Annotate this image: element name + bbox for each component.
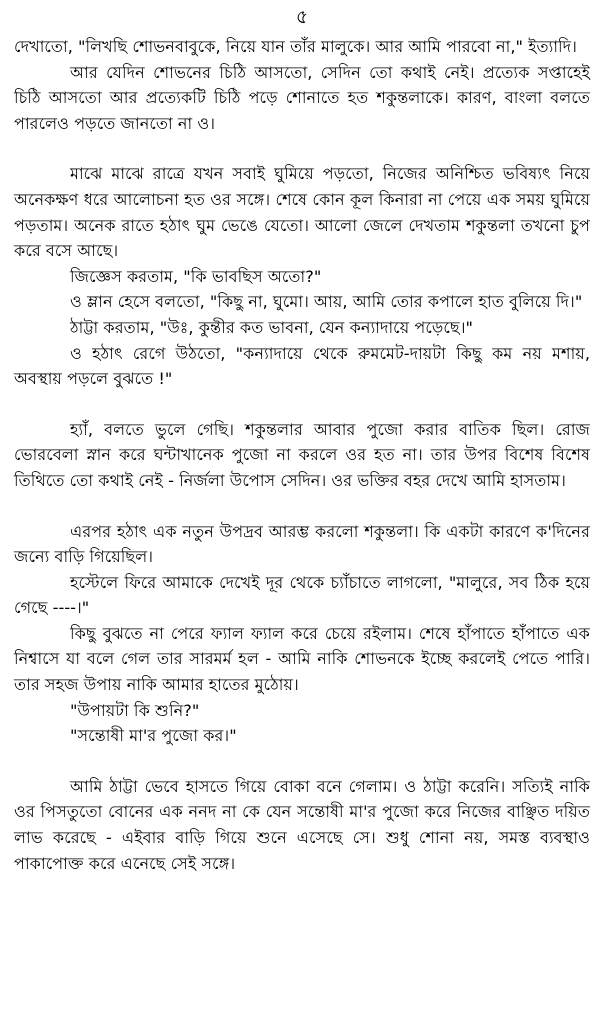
document-page bbox=[14, 4, 590, 876]
page-number: ৫ bbox=[295, 6, 309, 28]
paragraph: হস্টেলে ফিরে আমাকে দেখেই দূর থেকে চ্যাঁচাতে লাগলো, "মালুরে, সব ঠিক হয়ে গেছে ----।" bbox=[14, 572, 590, 618]
body-text bbox=[14, 34, 590, 876]
paragraph-gap bbox=[14, 136, 590, 161]
paragraph: হ্যাঁ, বলতে ভুলে গেছি। শকুন্তলার আবার পুজো করার বাতিক ছিল। রোজ ভোরবেলা স্নান করে ঘন্টাখানেক পুজো না করলে ওর হত না। তার উপর বিশেষ বিশেষ তিথিতে তো কথাই নেই - নির্জলা উপোস সেদিন। ওর ভক্তির বহর দেখে আমি হাসতাম। bbox=[14, 419, 590, 490]
paragraph: আমি ঠাট্টা ভেবে হাসতে গিয়ে বোকা বনে গেলাম। ও ঠাট্টা করেনি। সত্যিই নাকি ওর পিসতুতো বোনের এক ননদ না কে যেন সন্তোষী মা'র পুজো করে নিজের বাঞ্ছিত দয়িত লাভ করেছে - এইবার বাড়ি গিয়ে শুনে এসেছে সে। শুধু শোনা নয়, সমস্ত ব্যবস্থাও পাকাপোক্ত করে এনেছে সেই সঙ্গে। bbox=[14, 776, 590, 873]
paragraph: আর যেদিন শোভনের চিঠি আসতো, সেদিন তো কথাই নেই। প্রত্যেক সপ্তাহেই চিঠি আসতো আর প্রত্যেকটি চিঠি পড়ে শোনাতে হত শকুন্তলাকে। কারণ, বাংলা বলতে পারলেও পড়তে জানতো না ও। bbox=[14, 62, 590, 133]
paragraph: মাঝে মাঝে রাত্রে যখন সবাই ঘুমিয়ে পড়তো, নিজের অনিশ্চিত ভবিষ্যৎ নিয়ে অনেকক্ষণ ধরে আলোচনা হত ওর সঙ্গে। শেষে কোন কূল কিনারা না পেয়ে এক সময় ঘুমিয়ে পড়তাম। অনেক রাতে হঠাৎ ঘুম ভেঙে যেতো। আলো জেলে দেখতাম শকুন্তলা তখনো চুপ করে বসে আছে। bbox=[14, 164, 590, 261]
paragraph: এরপর হঠাৎ এক নতুন উপদ্রব আরম্ভ করলো শকুন্তলা। কি একটা কারণে ক'দিনের জন্যে বাড়ি গিয়েছিল। bbox=[14, 521, 590, 567]
paragraph-gap bbox=[14, 494, 590, 519]
paragraph: "সন্তোষী মা'র পুজো কর।" bbox=[70, 726, 237, 746]
paragraph: "উপায়টা কি শুনি?" bbox=[70, 700, 200, 720]
paragraph: ও হঠাৎ রেগে উঠতো, "কন্যাদায়ে থেকে রুমমেট-দায়টা কিছু কম নয় মশায়, অবস্থায় পড়লে বুঝতে !" bbox=[14, 343, 590, 389]
paragraph-gap bbox=[14, 392, 590, 417]
paragraph: দেখাতো, "লিখছি শোভনবাবুকে, নিয়ে যান তাঁর মালুকে। আর আমি পারবো না," ইত্যাদি। bbox=[14, 37, 577, 56]
paragraph-gap bbox=[14, 749, 590, 774]
paragraph: কিছু বুঝতে না পেরে ফ্যাল ফ্যাল করে চেয়ে রইলাম। শেষে হাঁপাতে হাঁপাতে এক নিশ্বাসে যা বলে গেল তার সারমর্ম হল - আমি নাকি শোভনকে ইচ্ছে করলেই পেতে পারি। তার সহজ উপায় নাকি আমার হাতের মুঠোয়। bbox=[14, 623, 590, 695]
paragraph: ও ম্লান হেসে বলতো, "কিছু না, ঘুমো। আয়, আমি তোর কপালে হাত বুলিয়ে দি।" bbox=[70, 292, 583, 312]
paragraph: ঠাট্টা করতাম, "উঃ, কুন্তীর কত ভাবনা, যেন কন্যাদায়ে পড়েছে।" bbox=[70, 317, 473, 337]
paragraph: জিজ্ঞেস করতাম, "কি ভাবছিস অতো?" bbox=[70, 266, 322, 286]
